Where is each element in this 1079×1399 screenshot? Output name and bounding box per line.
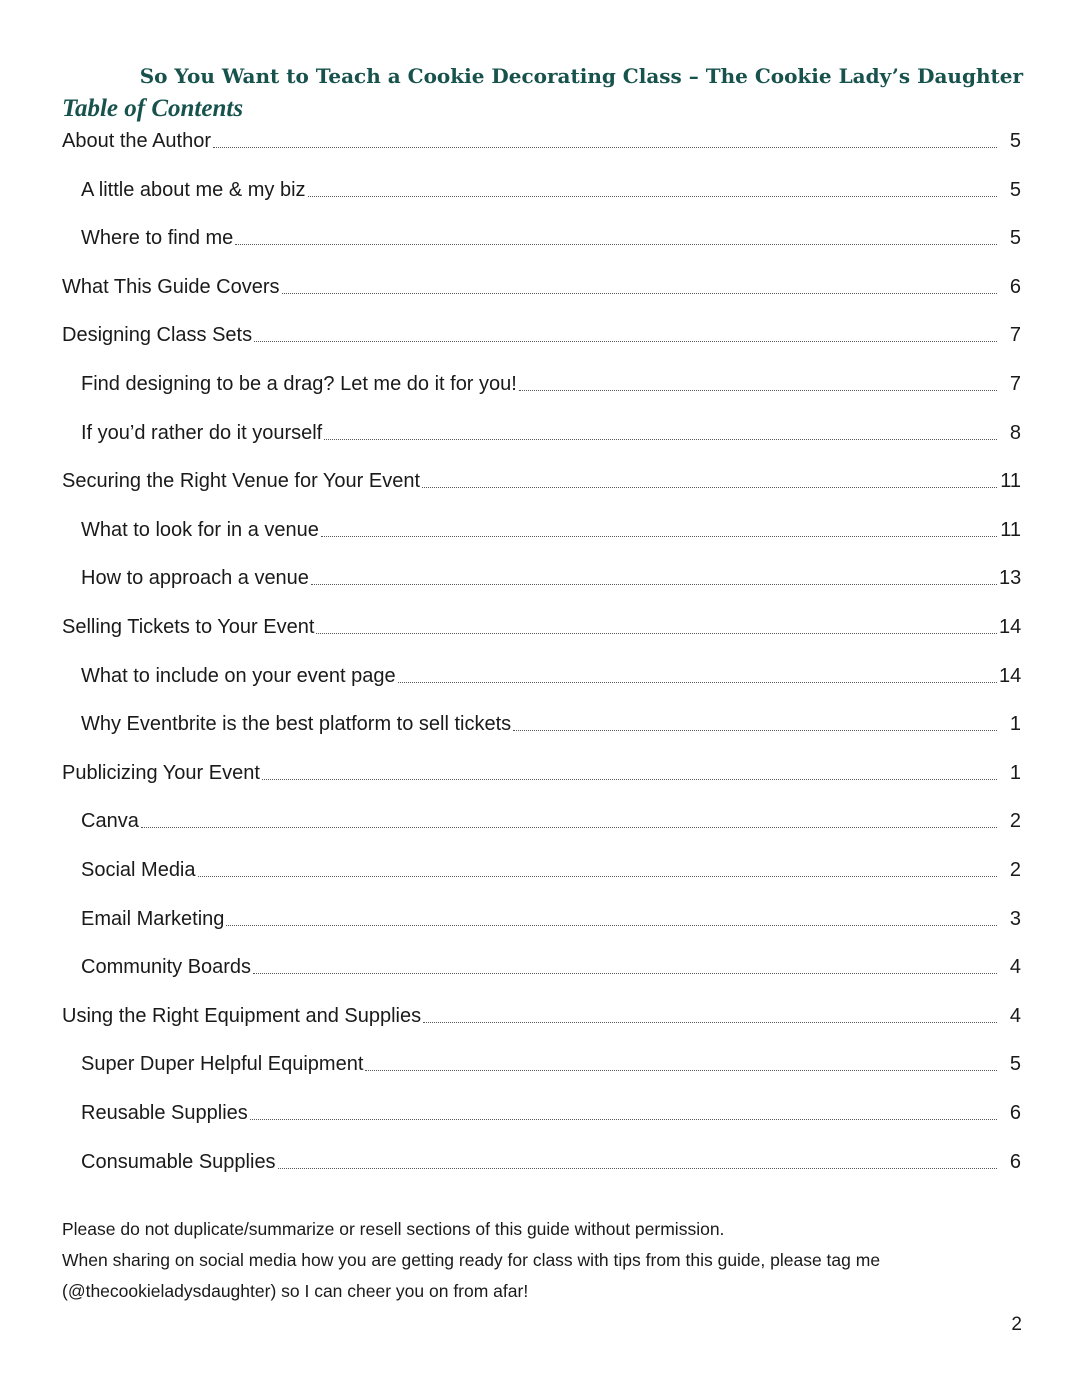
toc-entry[interactable] <box>0 610 1079 640</box>
permission-notice: Please do not duplicate/summarize or resell sections of this guide without permission. <box>62 1219 725 1239</box>
toc-entry-page: 4 <box>1009 1004 1021 1027</box>
toc-entry-label: Securing the Right Venue for Your Event <box>62 470 421 493</box>
toc-entry-label: Where to find me <box>81 227 234 250</box>
toc-dot-leader <box>423 1021 997 1023</box>
toc-entry-label: Consumable Supplies <box>81 1150 276 1173</box>
toc-dot-leader <box>278 1167 997 1169</box>
toc-entry-label: Find designing to be a drag? Let me do it for you! <box>81 373 517 395</box>
toc-entry[interactable] <box>0 659 1079 689</box>
toc-entry-page: 8 <box>1009 421 1021 444</box>
toc-entry-page: 11 <box>1000 518 1021 541</box>
toc-entry-page: 5 <box>1009 227 1021 250</box>
toc-entry[interactable] <box>0 1096 1079 1126</box>
toc-entry[interactable] <box>0 416 1079 446</box>
document-header-title: So You Want to Teach a Cookie Decorating Class – The Cookie Lady’s Daughter <box>139 64 1023 88</box>
toc-entry-page: 5 <box>1009 178 1021 201</box>
toc-entry-label: Email Marketing <box>81 907 225 930</box>
toc-entry[interactable] <box>0 853 1079 883</box>
toc-heading: Table of Contents <box>62 95 244 122</box>
toc-entry-page: 2 <box>1009 859 1021 881</box>
toc-entry-page: 5 <box>1009 1053 1021 1076</box>
social-handle-notice: (@thecookieladysdaughter) so I can cheer you on from afar! <box>62 1281 529 1301</box>
toc-entry-page: 13 <box>999 567 1022 590</box>
toc-entry[interactable] <box>0 1047 1079 1077</box>
toc-entry[interactable] <box>0 221 1079 251</box>
toc-dot-leader <box>365 1069 997 1071</box>
toc-entry[interactable] <box>0 318 1079 348</box>
toc-entry[interactable] <box>0 804 1079 834</box>
toc-entry-label: Using the Right Equipment and Supplies <box>62 1004 422 1027</box>
toc-entry-page: 14 <box>999 616 1022 638</box>
toc-entry-page: 7 <box>1009 373 1021 395</box>
toc-dot-leader <box>226 924 997 926</box>
toc-entry-page: 2 <box>1009 810 1021 833</box>
toc-dot-leader <box>198 875 997 877</box>
toc-entry[interactable] <box>0 464 1079 494</box>
toc-entry-page: 6 <box>1009 275 1021 298</box>
toc-entry-label: Why Eventbrite is the best platform to sell tickets <box>81 713 512 736</box>
toc-dot-leader <box>316 632 997 634</box>
toc-entry[interactable] <box>0 270 1079 300</box>
toc-entry[interactable] <box>0 561 1079 591</box>
toc-entry-label: What to look for in a venue <box>81 518 319 541</box>
toc-entry-label: How to approach a venue <box>81 567 309 590</box>
toc-entry-page: 3 <box>1009 907 1021 930</box>
toc-entry-label: Canva <box>81 810 139 833</box>
toc-entry-page: 11 <box>1000 470 1021 493</box>
toc-entry-page: 6 <box>1009 1150 1021 1173</box>
toc-dot-leader <box>324 438 997 440</box>
toc-entry-label: About the Author <box>62 130 212 152</box>
toc-dot-leader <box>262 778 997 780</box>
toc-entry[interactable] <box>0 367 1079 397</box>
toc-dot-leader <box>253 972 997 974</box>
toc-entry-label: Social Media <box>81 859 196 881</box>
toc-dot-leader <box>254 340 997 342</box>
toc-entry-label: What This Guide Covers <box>62 275 280 298</box>
toc-dot-leader <box>422 486 997 488</box>
toc-entry-label: Selling Tickets to Your Event <box>62 616 315 638</box>
toc-entry-label: Super Duper Helpful Equipment <box>81 1053 364 1076</box>
toc-entry-label: Publicizing Your Event <box>62 761 260 784</box>
toc-dot-leader <box>519 389 997 391</box>
toc-dot-leader <box>398 681 997 683</box>
toc-entry[interactable] <box>0 902 1079 932</box>
toc-entry[interactable] <box>0 756 1079 786</box>
toc-entry-page: 1 <box>1009 761 1021 784</box>
toc-entry-label: What to include on your event page <box>81 664 396 687</box>
toc-entry[interactable] <box>0 124 1079 154</box>
toc-dot-leader <box>321 535 997 537</box>
toc-entry-label: Community Boards <box>81 956 252 979</box>
toc-entry[interactable] <box>0 707 1079 737</box>
toc-dot-leader <box>141 826 997 828</box>
toc-dot-leader <box>308 195 997 197</box>
toc-entry[interactable] <box>0 513 1079 543</box>
toc-entry-label: If you’d rather do it yourself <box>81 421 323 444</box>
toc-dot-leader <box>311 583 997 585</box>
page-number: 2 <box>1011 1314 1022 1335</box>
toc-entry-page: 4 <box>1009 956 1021 979</box>
toc-entry-page: 5 <box>1009 130 1021 152</box>
toc-entry[interactable] <box>0 1145 1079 1175</box>
toc-dot-leader <box>282 292 998 294</box>
toc-entry[interactable] <box>0 950 1079 980</box>
toc-entry-label: A little about me & my biz <box>81 178 306 201</box>
toc-entry[interactable] <box>0 999 1079 1029</box>
toc-dot-leader <box>213 146 997 148</box>
toc-entry-page: 1 <box>1009 713 1021 736</box>
toc-dot-leader <box>250 1118 997 1120</box>
toc-entry-label: Designing Class Sets <box>62 324 253 347</box>
toc-entry-page: 6 <box>1009 1102 1021 1124</box>
toc-dot-leader <box>235 243 997 245</box>
toc-entry-label: Reusable Supplies <box>81 1102 248 1124</box>
toc-dot-leader <box>513 729 997 731</box>
toc-entry-page: 7 <box>1009 324 1021 347</box>
toc-entry-page: 14 <box>999 664 1022 687</box>
social-share-notice: When sharing on social media how you are getting ready for class with tips from this guide, please tag me <box>62 1250 881 1270</box>
toc-entry[interactable] <box>0 173 1079 203</box>
